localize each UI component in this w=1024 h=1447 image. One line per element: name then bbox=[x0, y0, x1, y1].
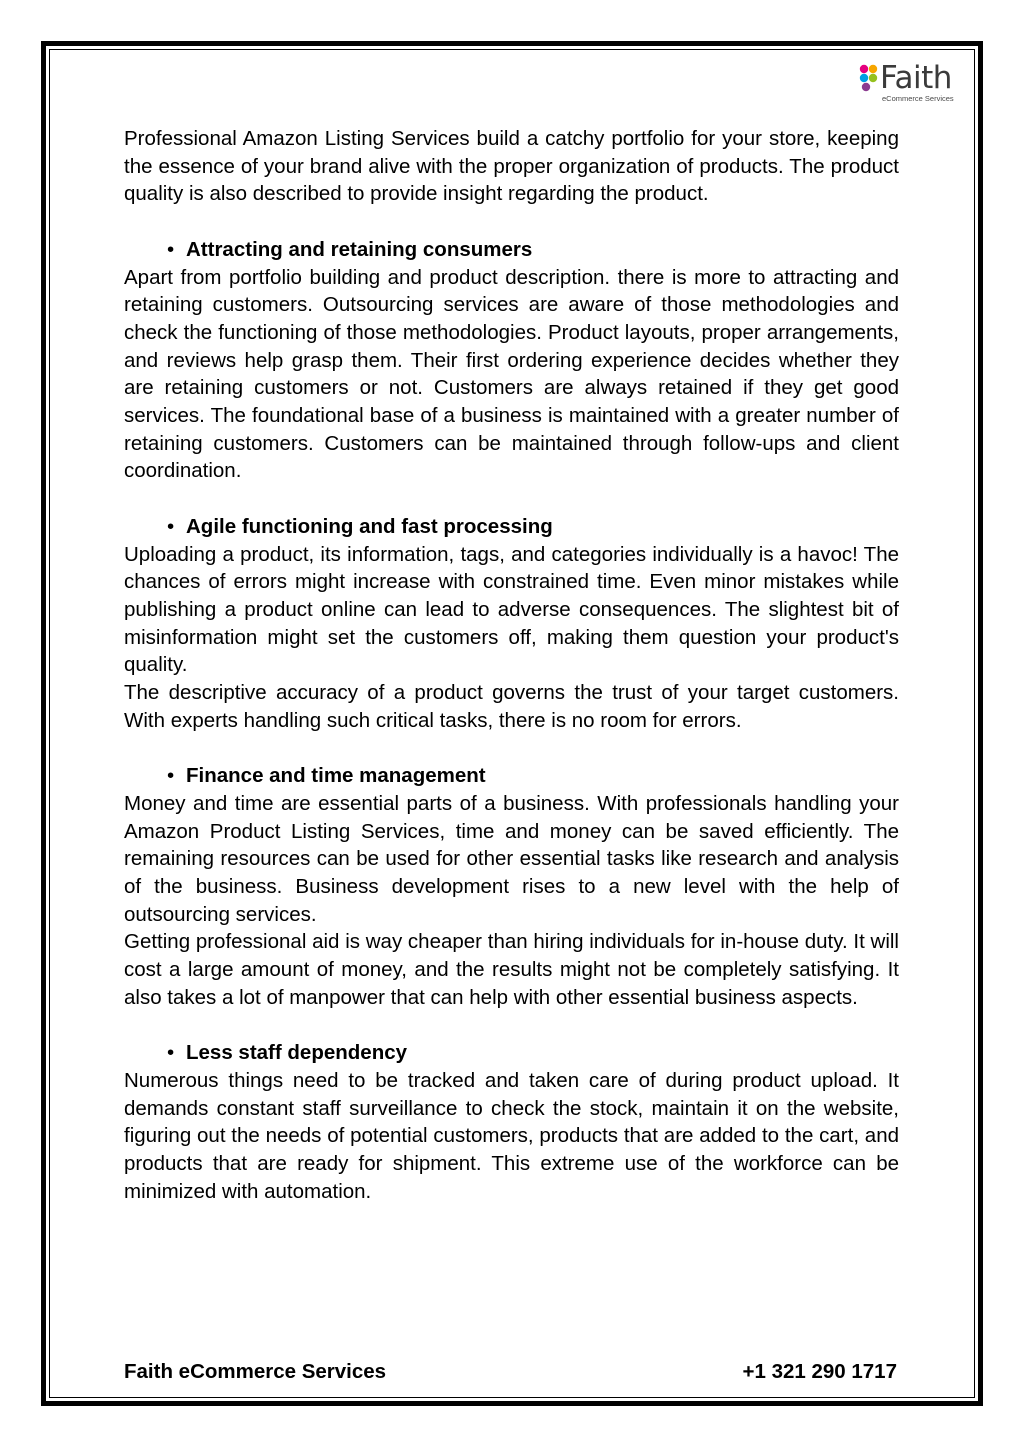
bullet-icon: • bbox=[167, 1041, 175, 1065]
logo-mark-icon bbox=[858, 64, 880, 94]
logo-subtitle: eCommerce Services bbox=[882, 94, 954, 103]
section-heading-text: Agile functioning and fast processing bbox=[186, 514, 553, 538]
footer-company: Faith eCommerce Services bbox=[124, 1360, 387, 1383]
section-heading-text: Attracting and retaining consumers bbox=[186, 237, 533, 261]
intro-paragraph: Professional Amazon Listing Services build a catchy portfolio for your store, keeping the essence of your brand alive with the proper organization of products. The product quality is also described to provide insight regarding the product. bbox=[124, 127, 899, 206]
section-paragraph: The descriptive accuracy of a product governs the trust of your target customers. With experts handling such critical tasks, there is no room for errors. bbox=[124, 681, 899, 732]
document-body bbox=[124, 125, 899, 1205]
bullet-icon: • bbox=[167, 514, 175, 538]
bullet-icon: • bbox=[167, 237, 175, 261]
bullet-icon: • bbox=[167, 764, 175, 788]
section-heading bbox=[124, 236, 899, 264]
section-paragraph: Uploading a product, its information, tags, and categories individually is a havoc! The chances of errors might increase with constrained time. Even minor mistakes while publishing a product online can lead to adverse consequences. The slightest bit of misinformation might set the customers off, making them question your product's quality. bbox=[124, 542, 899, 677]
logo-wordmark: Faith bbox=[880, 60, 952, 96]
faith-logo bbox=[858, 60, 968, 106]
section-heading bbox=[124, 513, 899, 541]
section-heading bbox=[124, 762, 899, 790]
footer-phone: +1 321 290 1717 bbox=[742, 1360, 897, 1383]
section-heading bbox=[124, 1039, 899, 1067]
section-paragraph: Money and time are essential parts of a business. With professionals handling your Amazon Product Listing Services, time and money can be saved efficiently. The remaining resources can be used for other essential tasks like research and analysis of the business. Business development rises to a new level with the help of outsourcing services. bbox=[124, 791, 899, 926]
section-paragraph: Apart from portfolio building and product description. there is more to attracting and retaining customers. Outsourcing services are aware of those methodologies and check the functioning of those methodologies. Product layouts, proper arrangements, and reviews help grasp them. Their first ordering experience decides whether they are retaining customers or not. Customers are always retained if they get good services. The foundational base of a business is maintained with a greater number of retaining customers. Customers can be maintained through follow-ups and client coordination. bbox=[124, 265, 899, 483]
section-paragraph: Numerous things need to be tracked and taken care of during product upload. It demands constant staff surveillance to check the stock, maintain it on the website, figuring out the needs of potential customers, products that are added to the cart, and products that are ready for shipment. This extreme use of the workforce can be minimized with automation. bbox=[124, 1068, 899, 1203]
section-heading-text: Less staff dependency bbox=[186, 1041, 408, 1065]
section-heading-text: Finance and time management bbox=[186, 764, 486, 788]
section-paragraph: Getting professional aid is way cheaper than hiring individuals for in-house duty. It will cost a large amount of money, and the results might not be completely satisfying. It also takes a lot of manpower that can help with other essential business aspects. bbox=[124, 930, 899, 1009]
